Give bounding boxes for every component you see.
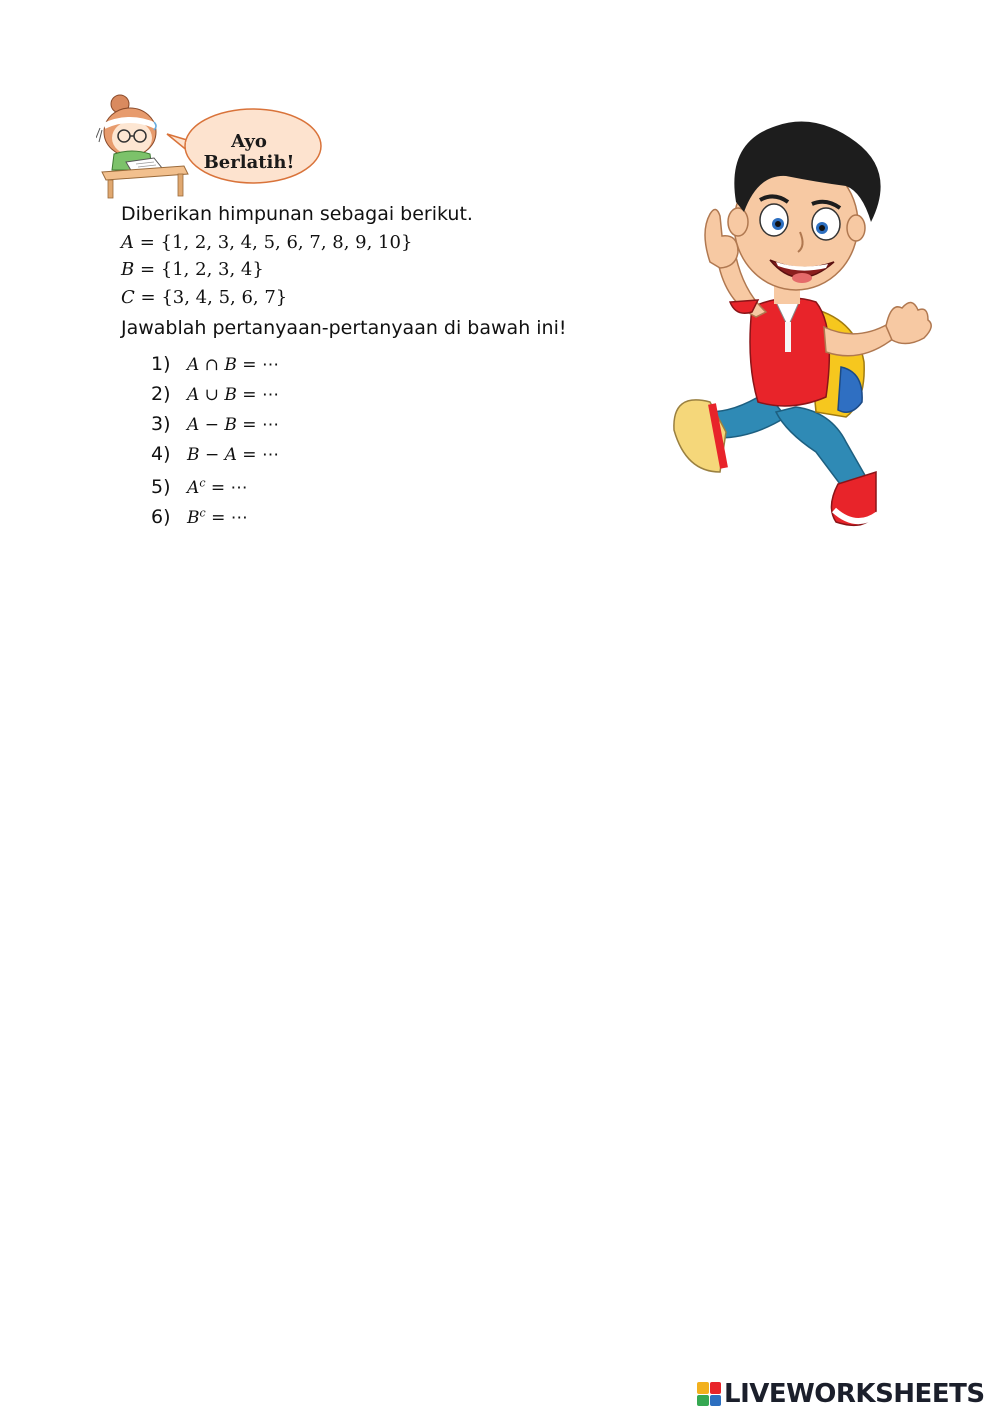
question-2 [151,379,661,409]
question-1 [151,349,661,379]
question-list [151,349,661,529]
question-5 [151,469,661,499]
set-b-definition [121,256,661,284]
bubble-title: Ayo Berlatih! [203,131,295,173]
brand-name: LIVEWORKSHEETS [724,1379,985,1409]
question-number: 5) [151,476,171,499]
question-expression: $B^c$ = ⋯ [187,506,248,529]
question-number: 1) [151,352,171,375]
set-name: A [121,231,134,253]
question-number: 6) [151,506,171,529]
question-expression: A ∪ B = ⋯ [187,384,279,405]
question-3 [151,409,661,439]
set-members: = {3, 4, 5, 6, 7} [140,286,288,308]
set-c-definition [121,284,661,312]
set-members: = {1, 2, 3, 4} [139,259,264,280]
worksheet-content [121,201,661,529]
question-4 [151,439,661,469]
intro-text: Diberikan himpunan sebagai berikut. [121,203,473,225]
question-expression: $A^c$ = ⋯ [187,476,248,499]
set-name: B [121,259,135,280]
liveworksheets-logo [697,1379,985,1409]
question-6 [151,499,661,529]
question-expression: A − B = ⋯ [187,414,279,435]
set-name: C [121,286,135,308]
question-number: 3) [151,412,171,435]
cartoon-boy-illustration [666,112,938,537]
question-expression: B − A = ⋯ [187,444,279,465]
set-a-definition [121,229,661,257]
question-number: 2) [151,382,171,405]
logo-mark-icon [697,1382,721,1406]
set-members: = {1, 2, 3, 4, 5, 6, 7, 8, 9, 10} [139,231,413,253]
question-number: 4) [151,442,171,465]
question-expression: A ∩ B = ⋯ [187,354,279,375]
instruction-text: Jawablah pertanyaan-pertanyaan di bawah ini! [121,317,567,339]
